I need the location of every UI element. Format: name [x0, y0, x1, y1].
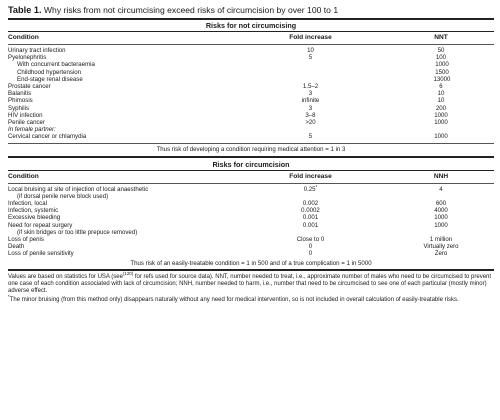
fold-increase-cell: 0.002	[302, 200, 319, 208]
nnt-cell: 1500	[435, 68, 449, 76]
summary-circumcision: Thus risk of an easily-treatable condition = 1 in 500 and of a true complication = 1 in 5000	[130, 259, 372, 267]
table-number: Table 1.	[8, 5, 42, 15]
condition-cell: Need for repeat surgery	[8, 221, 73, 229]
condition-cell: Phimosis	[8, 97, 33, 105]
nnt-cell: 1000	[434, 133, 448, 141]
nnh-cell: 1000	[434, 221, 448, 229]
fold-increase-cell: 3	[308, 104, 313, 112]
condition-cell: (if skin bridges or too little prepuce removed)	[17, 228, 138, 236]
nnt-cell	[388, 126, 494, 133]
condition-cell: Infection, systemic	[8, 207, 59, 215]
table-row	[8, 112, 494, 119]
nnt-cell: 50	[437, 47, 445, 54]
header-nnh: NNH	[433, 172, 449, 180]
condition-cell: Balanitis	[8, 90, 32, 98]
condition-cell: Death	[8, 243, 25, 251]
table-row	[8, 236, 494, 243]
table-header-row	[8, 32, 494, 43]
condition-cell: (if dorsal penile nerve block used)	[17, 192, 109, 200]
fold-increase-cell: 10	[307, 47, 314, 54]
header-condition: Condition	[8, 34, 39, 41]
fold-increase-cell	[233, 183, 388, 193]
nnh-cell: 1000	[434, 214, 448, 222]
condition-cell: Childhood hypertension	[17, 68, 82, 76]
condition-cell: Cervical cancer or chlamydia	[8, 133, 87, 141]
footnote-asterisk	[8, 293, 494, 304]
nnh-cell: 600	[435, 200, 447, 208]
fold-increase-cell: 0.001	[302, 214, 319, 222]
footnote-text: Values are based on statistics for USA (see	[8, 273, 123, 280]
nnh-cell: Virtually zero	[423, 243, 459, 251]
header-condition: Condition	[8, 172, 39, 180]
fold-increase-cell	[238, 76, 390, 83]
table-row	[8, 207, 494, 214]
table-row	[8, 243, 494, 250]
nnt-cell: 13000	[433, 75, 451, 83]
fold-increase-cell: 3–8	[305, 111, 316, 119]
table-title	[8, 4, 494, 16]
fold-increase-cell	[238, 69, 390, 76]
header-rule	[8, 44, 494, 45]
nnh-cell: 4	[439, 185, 443, 193]
condition-cell: Local bruising at site of injection of local anaesthetic	[8, 185, 149, 193]
table-row	[8, 193, 494, 200]
fold-increase-cell	[233, 126, 388, 133]
condition-cell: HIV infection	[8, 111, 43, 119]
table-row	[8, 83, 494, 90]
fold-value: 0.25	[303, 185, 316, 193]
footnote-marker: *	[315, 183, 318, 189]
top-rule	[8, 18, 494, 20]
condition-cell: End-stage renal disease	[17, 75, 83, 83]
condition-cell: Excessive bleeding	[8, 214, 61, 222]
condition-cell: Syphilis	[8, 104, 29, 112]
table-figure	[8, 4, 494, 305]
table-row	[8, 69, 494, 76]
fold-increase-cell: 5	[308, 54, 313, 62]
fold-increase-cell: 3	[308, 90, 313, 98]
fold-increase-cell	[238, 193, 390, 200]
table-caption: Why risks from not circumcising exceed risks of circumcision by over 100 to 1	[43, 5, 339, 15]
table-row	[8, 54, 494, 61]
table-row	[8, 229, 494, 236]
condition-cell: With concurrent bacteraemia	[17, 61, 95, 69]
table-row	[8, 133, 494, 140]
nnt-cell: 6	[439, 83, 443, 91]
table-row	[8, 76, 494, 83]
table-row	[8, 105, 494, 112]
nnh-cell	[390, 229, 494, 236]
header-nnt: NNT	[434, 34, 448, 41]
table-footnotes	[8, 270, 494, 304]
table-row	[8, 200, 494, 207]
fold-increase-cell: infinite	[301, 97, 320, 105]
condition-cell: Loss of penis	[8, 236, 44, 244]
table-row	[8, 90, 494, 97]
fold-increase-cell: 0.0002	[301, 207, 320, 215]
table-row	[8, 47, 494, 54]
nnt-cell: 1000	[434, 111, 448, 119]
nnt-cell: 200	[435, 104, 447, 112]
footnote-values	[8, 270, 494, 296]
fold-increase-cell: 0	[308, 243, 313, 251]
header-fold-increase: Fold increase	[289, 172, 332, 180]
condition-cell: Prostate cancer	[8, 83, 51, 91]
nnt-cell: 10	[437, 90, 445, 98]
condition-cell: Urinary tract infection	[8, 47, 66, 54]
footnote-ref: (120)	[122, 270, 134, 276]
fold-increase-cell: 1.5–2	[302, 83, 319, 91]
nnh-cell: Zero	[434, 250, 448, 258]
condition-cell: Infection, local	[8, 200, 47, 208]
fold-increase-cell: 0	[308, 250, 313, 258]
fold-increase-cell: 0.001	[302, 221, 319, 229]
condition-cell: Pyelonephritis	[8, 54, 47, 62]
table-row	[8, 250, 494, 257]
table-row	[8, 214, 494, 221]
fold-increase-cell: 5	[308, 133, 313, 141]
table-row	[8, 119, 494, 126]
nnh-cell	[390, 193, 494, 200]
nnt-cell: 1000	[434, 119, 448, 127]
footnote-marker: *	[8, 293, 10, 299]
circumcision-rows	[8, 183, 494, 258]
fold-increase-cell: Close to 0	[296, 236, 325, 244]
not-circumcising-rows	[8, 47, 494, 141]
condition-cell: In female partner:	[8, 126, 56, 134]
fold-increase-cell: >20	[305, 119, 316, 127]
footnote-text: The minor bruising (from this method only) disappears naturally without any need for medical intervention, so is not included in overall calculation of easily-treatable risks.	[9, 296, 459, 303]
table-row	[8, 126, 494, 133]
table-row	[8, 183, 494, 193]
footnote-text: for refs used for source data). NNT, number needed to treat, i.e., approximate number of males who need to be circumcised to prevent one case of each condition associated with lack of circumcision; NNH, number needed to harm, i.e., number that need to be circumcised to see one of each particular (mostly minor) adverse effect.	[8, 273, 492, 295]
section-divider	[8, 156, 494, 158]
nnh-cell: 4000	[434, 207, 448, 215]
table-row	[8, 222, 494, 229]
nnh-cell: 1 million	[429, 236, 453, 244]
condition-cell: Penile cancer	[8, 119, 45, 127]
summary-not-circumcising: Thus risk of developing a condition requiring medical attention = 1 in 3	[156, 145, 346, 153]
nnt-cell: 10	[437, 97, 445, 105]
table-header-row	[8, 171, 494, 182]
nnt-cell: 100	[435, 54, 447, 62]
fold-increase-cell	[238, 229, 390, 236]
table-row	[8, 97, 494, 104]
section-title-not-circumcising: Risks for not circumcising	[205, 21, 297, 30]
table-row	[8, 61, 494, 68]
condition-cell: Loss of penile sensitivity	[8, 250, 74, 258]
section-title-circumcision: Risks for circumcision	[212, 159, 290, 169]
nnt-cell: 1000	[435, 61, 449, 69]
header-fold-increase: Fold increase	[289, 34, 332, 41]
bottom-rule	[8, 269, 494, 271]
header-rule	[8, 183, 494, 184]
fold-increase-cell	[238, 61, 390, 68]
